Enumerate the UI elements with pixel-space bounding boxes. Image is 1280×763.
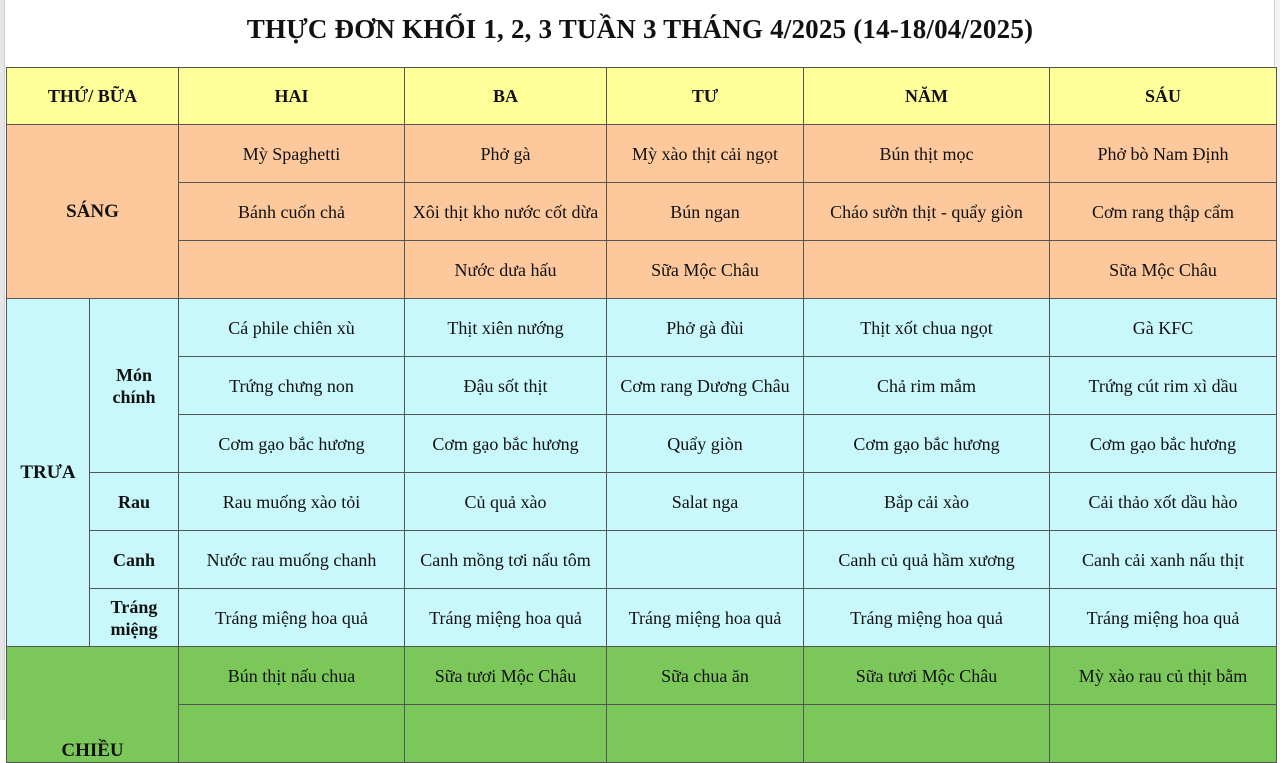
menu-cell [405, 705, 607, 763]
group-label-trua: TRƯA [7, 299, 90, 647]
menu-cell: Tráng miệng hoa quả [1050, 589, 1277, 647]
menu-cell: Nước rau muống chanh [179, 531, 405, 589]
menu-cell: Rau muống xào tỏi [179, 473, 405, 531]
menu-cell: Củ quả xào [405, 473, 607, 531]
sub-label-canh: Canh [90, 531, 179, 589]
header-day-mon: HAI [179, 68, 405, 125]
menu-cell: Mỳ xào thịt cải ngọt [607, 125, 804, 183]
menu-cell: Trứng chưng non [179, 357, 405, 415]
menu-table [6, 67, 1277, 763]
table-row [7, 183, 1277, 241]
menu-cell: Cơm rang Dương Châu [607, 357, 804, 415]
menu-cell: Bún ngan [607, 183, 804, 241]
table-row [7, 473, 1277, 531]
menu-cell [607, 705, 804, 763]
table-row [7, 705, 1277, 763]
menu-cell: Canh cải xanh nấu thịt [1050, 531, 1277, 589]
menu-cell: Canh củ quả hầm xương [804, 531, 1050, 589]
menu-cell: Nước dưa hấu [405, 241, 607, 299]
menu-title: THỰC ĐƠN KHỐI 1, 2, 3 TUẦN 3 THÁNG 4/2025 (14-18/04/2025) [246, 14, 1034, 44]
menu-cell: Tráng miệng hoa quả [607, 589, 804, 647]
header-day-thu: NĂM [804, 68, 1050, 125]
menu-cell [1050, 705, 1277, 763]
menu-cell: Cháo sườn thịt - quẩy giòn [804, 183, 1050, 241]
menu-cell: Sữa chua ăn [607, 647, 804, 705]
menu-cell: Xôi thịt kho nước cốt dừa [405, 183, 607, 241]
table-row [7, 357, 1277, 415]
table-row [7, 415, 1277, 473]
sub-label-mon-chinh: Món chính [90, 299, 179, 473]
menu-cell: Bắp cải xào [804, 473, 1050, 531]
menu-cell: Cơm gạo bắc hương [179, 415, 405, 473]
menu-cell: Tráng miệng hoa quả [179, 589, 405, 647]
menu-cell: Mỳ Spaghetti [179, 125, 405, 183]
menu-cell: Sữa Mộc Châu [1050, 241, 1277, 299]
menu-cell: Mỳ xào rau củ thịt bằm [1050, 647, 1277, 705]
group-label-sang: SÁNG [7, 125, 179, 299]
table-row [7, 125, 1277, 183]
menu-cell: Phở gà đùi [607, 299, 804, 357]
menu-cell: Sữa tươi Mộc Châu [804, 647, 1050, 705]
menu-cell: Đậu sốt thịt [405, 357, 607, 415]
menu-cell: Canh mồng tơi nấu tôm [405, 531, 607, 589]
menu-cell [804, 705, 1050, 763]
menu-cell: Salat nga [607, 473, 804, 531]
menu-cell: Gà KFC [1050, 299, 1277, 357]
menu-cell: Sữa Mộc Châu [607, 241, 804, 299]
menu-cell: Tráng miệng hoa quả [804, 589, 1050, 647]
menu-cell: Cơm rang thập cẩm [1050, 183, 1277, 241]
menu-cell: Trứng cút rim xì dầu [1050, 357, 1277, 415]
table-row [7, 241, 1277, 299]
menu-cell: Thịt xiên nướng [405, 299, 607, 357]
sub-label-trang-mieng: Tráng miệng [90, 589, 179, 647]
menu-cell: Bánh cuốn chả [179, 183, 405, 241]
table-row [7, 589, 1277, 647]
menu-cell: Phở gà [405, 125, 607, 183]
left-window-edge [0, 0, 5, 720]
menu-cell: Cá phile chiên xù [179, 299, 405, 357]
sub-label-rau: Rau [90, 473, 179, 531]
header-row [7, 68, 1277, 125]
menu-cell [804, 241, 1050, 299]
menu-cell: Sữa tươi Mộc Châu [405, 647, 607, 705]
header-day-wed: TƯ [607, 68, 804, 125]
menu-cell: Bún thịt nấu chua [179, 647, 405, 705]
menu-cell [607, 531, 804, 589]
menu-cell: Cải thảo xốt dầu hào [1050, 473, 1277, 531]
header-day-tue: BA [405, 68, 607, 125]
header-day-fri: SÁU [1050, 68, 1277, 125]
menu-cell: Thịt xốt chua ngọt [804, 299, 1050, 357]
menu-cell: Cơm gạo bắc hương [405, 415, 607, 473]
table-row [7, 531, 1277, 589]
group-label-chieu: CHIỀU [7, 647, 179, 763]
menu-cell: Phở bò Nam Định [1050, 125, 1277, 183]
menu-cell: Bún thịt mọc [804, 125, 1050, 183]
menu-cell [179, 241, 405, 299]
menu-cell [179, 705, 405, 763]
menu-cell: Tráng miệng hoa quả [405, 589, 607, 647]
menu-cell: Cơm gạo bắc hương [804, 415, 1050, 473]
menu-cell: Chả rim mắm [804, 357, 1050, 415]
table-row [7, 299, 1277, 357]
header-meal-label: THỨ/ BỮA [7, 68, 179, 125]
menu-cell: Cơm gạo bắc hương [1050, 415, 1277, 473]
table-row [7, 647, 1277, 705]
menu-cell: Quẩy giòn [607, 415, 804, 473]
